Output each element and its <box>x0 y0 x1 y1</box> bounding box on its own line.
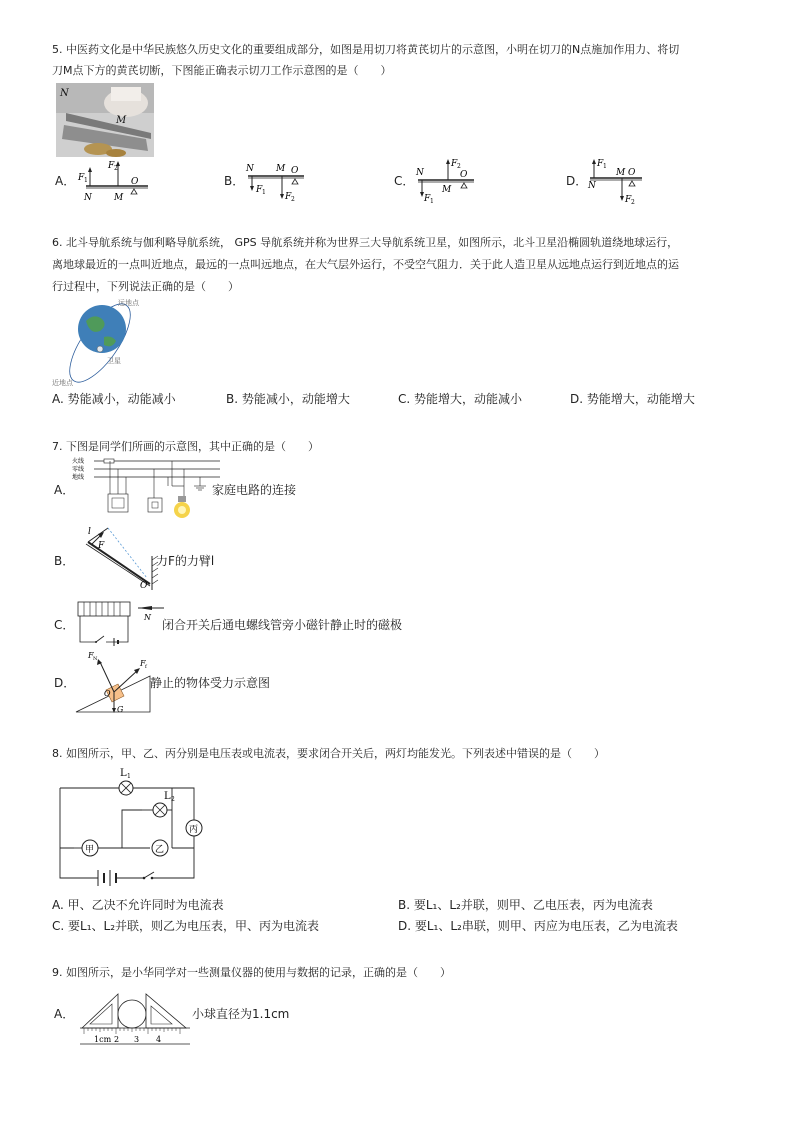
q7-option-d-caption: 静止的物体受力示意图 <box>150 676 271 690</box>
svg-text:F: F <box>451 159 458 169</box>
q8-option-c[interactable]: C. 要L₁、L₂并联，则乙为电压表，甲、丙为电流表 <box>52 919 320 933</box>
q7-option-b-lever[interactable] <box>72 520 162 590</box>
svg-text:F: F <box>140 659 146 668</box>
q5-option-b-diagram[interactable] <box>244 158 314 203</box>
svg-text:N: N <box>93 656 98 662</box>
svg-text:F: F <box>285 192 292 202</box>
svg-text:N: N <box>84 193 92 203</box>
q6-orbit-figure <box>52 297 142 387</box>
svg-text:F: F <box>597 159 604 169</box>
svg-text:O: O <box>291 166 299 176</box>
q5a-f1: F <box>78 173 85 183</box>
svg-text:G: G <box>117 705 124 714</box>
q8-stem: 8. 如图所示，甲、乙、丙分别是电压表或电流表，要求闭合开关后，两灯均能发光。下列表述中错误的是（ ） <box>52 747 605 760</box>
svg-text:甲: 甲 <box>85 845 95 855</box>
svg-text:F: F <box>98 541 105 551</box>
svg-text:2: 2 <box>631 199 635 206</box>
q6-stem-line3: 行过程中，下列说法正确的是（ ） <box>52 280 239 293</box>
q6-option-b[interactable]: B. 势能减小，动能增大 <box>226 392 350 406</box>
q5-option-d-letter[interactable]: D． <box>566 174 588 188</box>
q7-stem: 7. 下图是同学们所画的示意图，其中正确的是（ ） <box>52 440 319 453</box>
q6-sat-label: 卫星 <box>107 357 121 365</box>
q5-option-a-letter[interactable]: A． <box>55 174 76 188</box>
svg-text:M: M <box>616 168 626 178</box>
q6-near-label: 近地点 <box>52 379 73 387</box>
q7-option-a-circuit[interactable] <box>72 456 222 524</box>
q8-option-b[interactable]: B. 要L₁、L₂并联，则甲、乙电压表，丙为电流表 <box>398 898 653 912</box>
q5-option-a-diagram[interactable] <box>78 158 158 203</box>
svg-text:丙: 丙 <box>189 825 199 835</box>
q5-option-b-letter[interactable]: B． <box>224 174 245 188</box>
svg-text:乙: 乙 <box>155 845 165 855</box>
svg-text:地线: 地线 <box>72 474 85 481</box>
svg-text:O: O <box>460 170 468 180</box>
q5-stem-line2: 刀M点下方的黄芪切断，下图能正确表示切刀工作示意图的是（ ） <box>52 64 392 77</box>
svg-text:F: F <box>256 185 263 195</box>
q7-option-c-caption: 闭合开关后通电螺线管旁小磁针静止时的磁极 <box>162 618 403 632</box>
q5-photo <box>56 83 154 157</box>
q9-option-a-caption: 小球直径为1.1cm <box>192 1007 290 1021</box>
q6-option-d[interactable]: D. 势能增大，动能增大 <box>570 392 695 406</box>
svg-text:O: O <box>104 689 111 698</box>
q6-far-label: 远地点 <box>118 299 139 307</box>
svg-text:N: N <box>416 168 424 178</box>
q6-option-c[interactable]: C. 势能增大，动能减小 <box>398 392 523 406</box>
q5-stem-line1: 5. 中医药文化是中华民族悠久历史文化的重要组成部分，如图是用切刀将黄芪切片的示意图，小明在切刀的N点施加作用力、将切 <box>52 43 680 56</box>
svg-text:N: N <box>246 164 254 174</box>
svg-text:2: 2 <box>171 796 175 803</box>
q7-option-b-caption: 力F的力臂l <box>156 554 215 568</box>
svg-text:4: 4 <box>156 1035 162 1044</box>
svg-text:M: M <box>442 185 452 195</box>
svg-text:1: 1 <box>262 189 266 196</box>
q7-option-c-letter[interactable]: C． <box>54 618 75 632</box>
q5-option-c-letter[interactable]: C． <box>394 174 415 188</box>
q7-option-d-incline[interactable] <box>74 646 158 716</box>
svg-text:N: N <box>60 88 69 99</box>
q6-option-a[interactable]: A. 势能减小，动能减小 <box>52 392 176 406</box>
svg-text:2: 2 <box>457 163 461 170</box>
q7-option-d-letter[interactable]: D． <box>54 676 76 690</box>
svg-text:F: F <box>424 194 431 204</box>
svg-text:3: 3 <box>134 1035 140 1044</box>
q6-stem-line1: 6. 北斗导航系统与伽利略导航系统， GPS 导航系统并称为世界三大导航系统卫星，如图所示，北斗卫星沿椭圆轨道绕地球运行， <box>52 236 679 249</box>
svg-text:火线: 火线 <box>72 458 85 465</box>
q5-option-d-diagram[interactable] <box>586 156 656 206</box>
svg-text:L: L <box>120 768 127 779</box>
q7-option-a-letter[interactable]: A． <box>54 483 75 497</box>
svg-text:2: 2 <box>114 1035 120 1044</box>
svg-text:2: 2 <box>114 165 118 172</box>
q5-option-c-diagram[interactable] <box>414 156 484 204</box>
svg-text:l: l <box>88 527 91 537</box>
svg-text:1: 1 <box>84 177 88 184</box>
svg-text:F: F <box>88 651 94 660</box>
svg-text:零线: 零线 <box>72 466 85 473</box>
svg-text:2: 2 <box>291 196 295 203</box>
q9-option-a-ruler[interactable] <box>76 986 196 1046</box>
svg-text:F: F <box>108 161 115 171</box>
svg-text:F: F <box>625 195 632 205</box>
q8-option-a[interactable]: A. 甲、乙决不允许同时为电流表 <box>52 898 224 912</box>
svg-text:N: N <box>144 613 151 622</box>
svg-text:O: O <box>140 581 148 591</box>
svg-text:O: O <box>131 177 139 187</box>
svg-text:1: 1 <box>603 163 607 170</box>
q8-circuit-figure <box>54 766 214 892</box>
svg-text:1cm: 1cm <box>94 1035 112 1044</box>
svg-text:N: N <box>588 181 596 191</box>
svg-text:M: M <box>276 164 286 174</box>
q7-option-a-caption: 家庭电路的连接 <box>212 483 297 497</box>
q9-stem: 9. 如图所示，是小华同学对一些测量仪器的使用与数据的记录，正确的是（ ） <box>52 966 451 979</box>
q6-stem-line2: 离地球最近的一点叫近地点，最远的一点叫远地点，在大气层外运行，不受空气阻力．关于此人造卫星从远地点运行到近地点的运 <box>52 258 679 271</box>
svg-text:1: 1 <box>127 773 131 780</box>
svg-text:1: 1 <box>430 198 434 205</box>
q7-option-c-solenoid[interactable] <box>74 598 166 646</box>
svg-text:O: O <box>628 168 636 178</box>
svg-text:f: f <box>145 664 147 670</box>
q8-option-d[interactable]: D. 要L₁、L₂串联，则甲、丙应为电压表，乙为电流表 <box>398 919 678 933</box>
svg-text:M: M <box>116 115 127 126</box>
svg-text:M: M <box>114 193 124 203</box>
q7-option-b-letter[interactable]: B． <box>54 554 75 568</box>
svg-text:L: L <box>164 791 171 802</box>
q9-option-a-letter[interactable]: A． <box>54 1007 75 1021</box>
